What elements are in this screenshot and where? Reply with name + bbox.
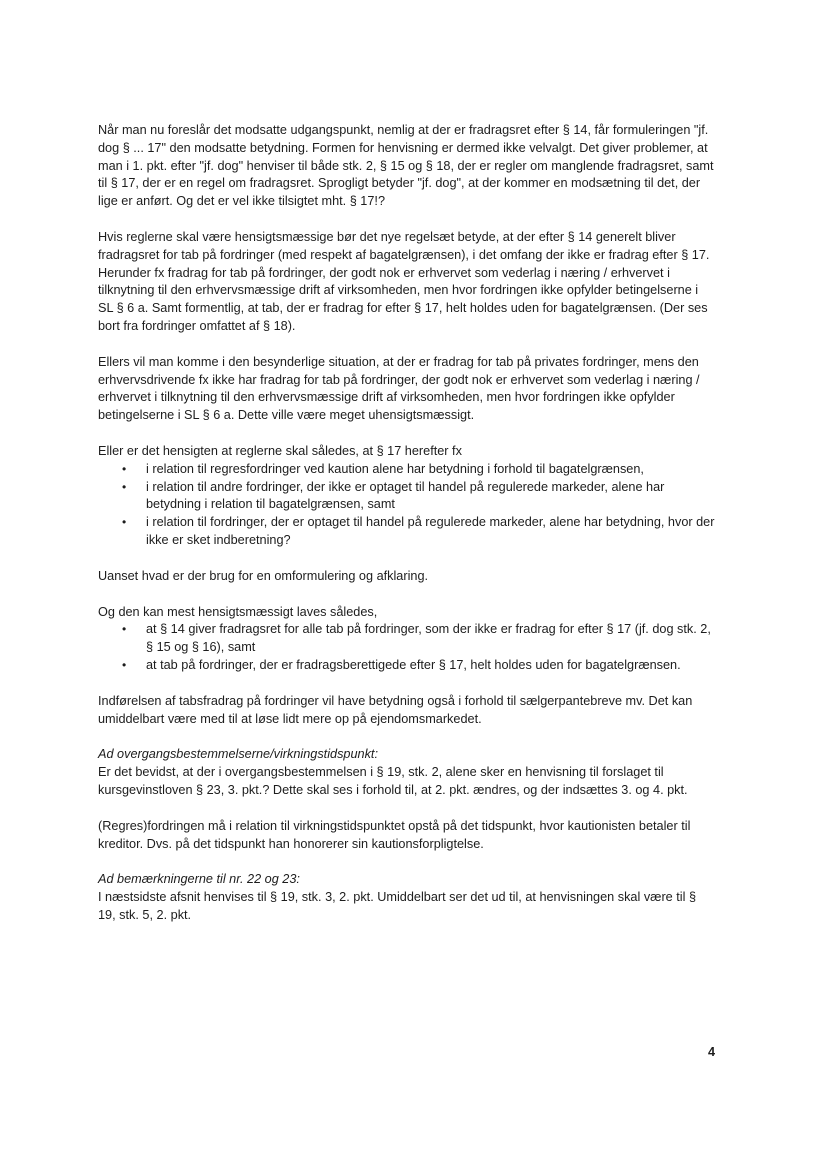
paragraph-regresfordring: (Regres)fordringen må i relation til virkningstidspunktet opstå på det tidspunkt, hvor kautionisten betaler til kreditor. Dvs. på det tidspunkt han honorerer sin kautionsforpligtelse.: [98, 818, 691, 851]
bullet-list-forslag: [98, 621, 716, 674]
list-item: • at § 14 giver fradragsret for alle tab på fordringer, som der ikke er fradrag for efter § 17 (jf. dog stk. 2, § 15 og § 16), samt: [146, 621, 716, 657]
heading-overgangsbestemmelser: Ad overgangsbestemmelserne/virkningstidspunkt:: [98, 747, 378, 762]
list-item: • i relation til regresfordringer ved kaution alene har betydning i forhold til bagatelgrænsen,: [146, 461, 716, 479]
bullet-list-hensigten: [98, 461, 716, 550]
paragraph-overgangsbestemmelser: Er det bevidst, at der i overgangsbestemmelsen i § 19, stk. 2, alene sker en henvisning til forslaget til kursgevinstloven § 23, 3. pkt.? Dette skal ses i forhold til, at 2. pkt. ændres, og der indsættes 3. og 4. pkt.: [98, 765, 688, 797]
section-hensigten: [98, 443, 716, 550]
section-forslag: [98, 604, 716, 675]
paragraph-hensigten-intro: Eller er det hensigten at reglerne skal således, at § 17 herefter fx: [98, 443, 462, 458]
page-number: 4: [708, 1045, 716, 1059]
paragraph-saelgerpantebreve: Indførelsen af tabsfradrag på fordringer vil have betydning også i forhold til sælgerpantebreve mv. Det kan umiddelbart være med til at løse lidt mere op på ejendomsmarkedet.: [98, 693, 693, 726]
heading-bemaerkninger: Ad bemærkningerne til nr. 22 og 23:: [98, 872, 300, 887]
section-overgangsbestemmelser: [98, 746, 716, 799]
list-item: • at tab på fordringer, der er fradragsberettigede efter § 17, helt holdes uden for bagatelgrænsen.: [146, 657, 716, 675]
list-item: • i relation til andre fordringer, der ikke er optaget til handel på regulerede markeder, alene har betydning i relation til bagatelgrænsen, samt: [146, 479, 716, 515]
list-item: • i relation til fordringer, der er optaget til handel på regulerede markeder, alene har betydning, hvor der ikke er sket indberetning?: [146, 514, 716, 550]
paragraph-omformulering: Uanset hvad er der brug for en omformulering og afklaring.: [98, 568, 429, 583]
document-page: [98, 122, 716, 943]
paragraph-besynderlig-situation: Ellers vil man komme i den besynderlige situation, at der er fradrag for tab på privates fordringer, mens den erhvervsdrivende fx ikke har fradrag for tab på fordringer, der godt nok er erhvervet som vederlag i næring / erhvervet i tilknytning til den erhvervsmæssige drift af virksomheden, men hvor fordringen ikke opfylder betingelserne i SL § 6 a. Dette ville være meget uhensigtsmæssigt.: [98, 354, 700, 423]
paragraph-forslag-intro: Og den kan mest hensigtsmæssigt laves således,: [98, 604, 378, 619]
paragraph-bemaerkninger: I næstsidste afsnit henvises til § 19, stk. 3, 2. pkt. Umiddelbart ser det ud til, at henvisningen skal være til § 19, stk. 5, 2. pkt.: [98, 890, 697, 922]
paragraph-fradragsret-formulering: Når man nu foreslår det modsatte udgangspunkt, nemlig at der er fradragsret efter § 14, får formuleringen "jf. dog § ... 17" den modsatte betydning. Formen for henvisning er dermed ikke velvalgt. Det giver problemer, at man i 1. pkt. efter "jf. dog" henviser til både stk. 2, § 15 og § 18, der er regler om manglende fradragsret, samt til § 17, der er en regel om fradragsret. Sprogligt betyder "jf. dog", at der kommer en modsætning til det, der lige er anført. Og det er vel ikke tilsigtet mht. § 17!?: [98, 123, 714, 209]
section-bemaerkninger: [98, 871, 716, 924]
paragraph-hensigtsmaessige-regler: Hvis reglerne skal være hensigtsmæssige bør det nye regelsæt betyde, at der efter § 14 generelt bliver fradragsret for tab på fordringer (med respekt af bagatelgrænsen), i det omfang der ikke er fradrag efter § 17. Herunder fx fradrag for tab på fordringer, der godt nok er erhvervet som vederlag i næring / erhvervet i tilknytning til den erhvervsmæssige drift af virksomheden, men hvor fordringen ikke opfylder betingelserne i SL § 6 a. Samt formentlig, at tab, der er fradrag for efter § 17, helt holdes uden for bagatelgrænsen. (Der ses bort fra fordringer omfattet af § 18).: [98, 229, 710, 333]
